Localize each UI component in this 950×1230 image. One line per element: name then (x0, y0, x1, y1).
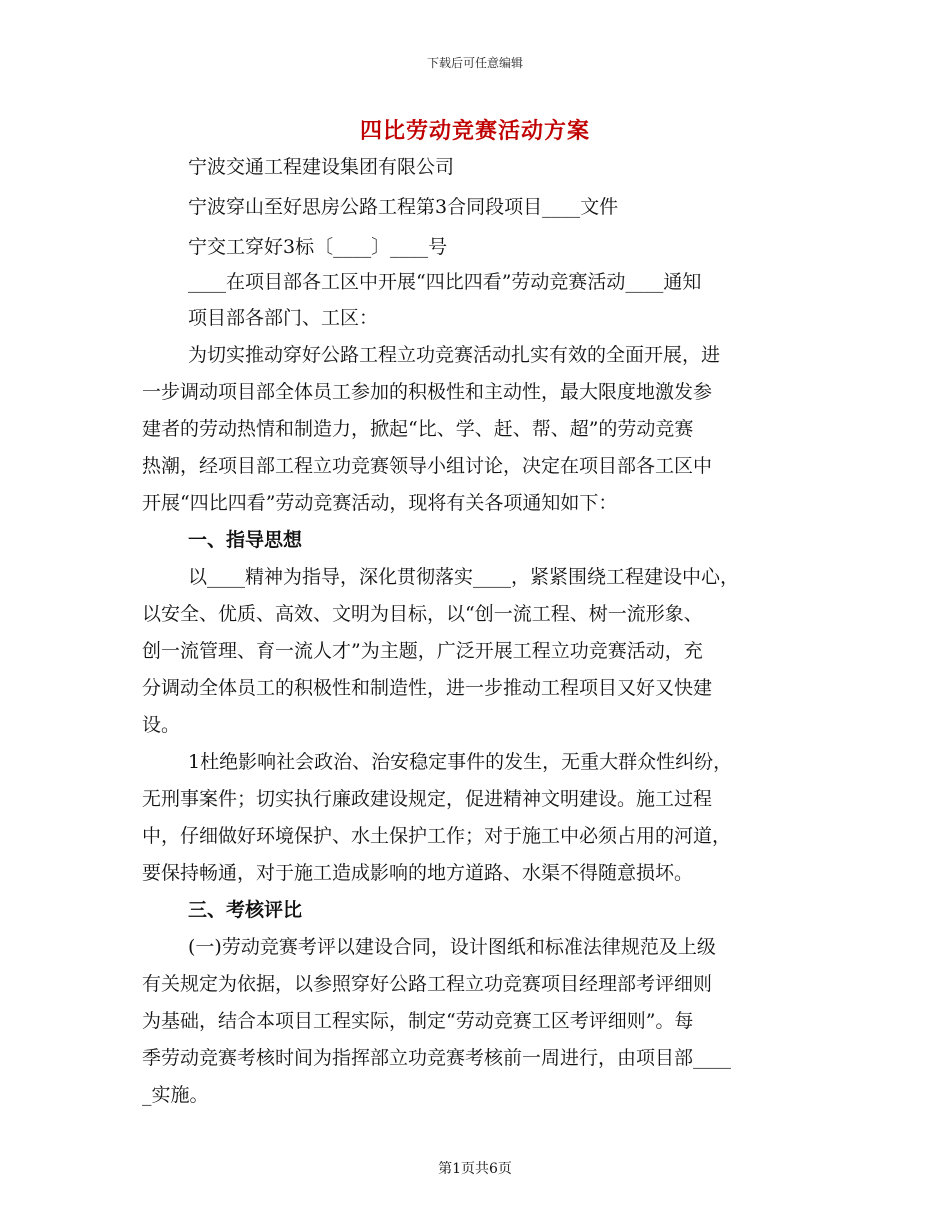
paragraph-line: 建者的劳动热情和制造力，掀起“比、学、赶、帮、超”的劳动竞赛 (142, 418, 694, 440)
paragraph-line: _实施。 (142, 1084, 209, 1106)
paragraph-line: 创一流管理、育一流人才”为主题，广泛开展工程立功竞赛活动，充 (142, 640, 703, 662)
paragraph-line: 有关规定为依据，以参照穿好公路工程立功竞赛项目经理部考评细则 (142, 973, 713, 995)
paragraph-line: 中，仔细做好环境保护、水土保护工作；对于施工中必须占用的河道， (142, 825, 732, 847)
paragraph-line: 开展“四比四看”劳动竞赛活动，现将有关各项通知如下： (142, 492, 618, 514)
paragraph-line: 为基础，结合本项目工程实际，制定“劳动竞赛工区考评细则”。每 (142, 1010, 694, 1032)
paragraph-line: 为切实推动穿好公路工程立功竞赛活动扎实有效的全面开展，进 (188, 344, 721, 366)
org-name-line: 宁波交通工程建设集团有限公司 (188, 156, 455, 178)
paragraph-line: 季劳动竞赛考核时间为指挥部立功竞赛考核前一周进行，由项目部____ (142, 1047, 732, 1069)
paragraph-line: 一步调动项目部全体员工参加的积极性和主动性，最大限度地激发参 (142, 381, 713, 403)
paragraph-line: 以安全、优质、高效、文明为目标，以“创一流工程、树一流形象、 (142, 603, 703, 625)
paragraph-line: 分调动全体员工的积极性和制造性，进一步推动工程项目又好又快建 (142, 677, 713, 699)
paragraph-line: 设。 (142, 714, 181, 736)
document-number-line: 宁交工穿好3标〔____〕____号 (188, 236, 448, 258)
paragraph-line: 热潮，经项目部工程立功竞赛领导小组讨论，决定在项目部各工区中 (142, 455, 713, 477)
section-heading: 一、指导思想 (188, 529, 303, 551)
page-number: 第1页共6页 (438, 1161, 512, 1177)
section-heading: 三、考核评比 (188, 899, 303, 921)
header-note: 下载后可任意编辑 (426, 56, 523, 70)
project-file-line: 宁波穿山至好思房公路工程第3合同段项目____文件 (188, 196, 619, 218)
paragraph-line: (一)劳动竞赛考评以建设合同，设计图纸和标准法律规范及上级 (188, 936, 716, 958)
document-title: 四比劳动竞赛活动方案 (359, 118, 590, 144)
paragraph-line: 要保持畅通，对于施工造成影响的地方道路、水渠不得随意损坏。 (142, 862, 694, 884)
recipient-line: 项目部各部门、工区： (188, 307, 379, 329)
paragraph-line: 无刑事案件；切实执行廉政建设规定，促进精神文明建设。施工过程 (142, 788, 713, 810)
paragraph-line: 以____精神为指导，深化贯彻落实____，紧紧围绕工程建设中心， (188, 566, 740, 588)
notice-title-line: ____在项目部各工区中开展“四比四看”劳动竞赛活动____通知 (188, 271, 702, 293)
paragraph-line: 1杜绝影响社会政治、治安稳定事件的发生，无重大群众性纠纷， (188, 751, 733, 773)
